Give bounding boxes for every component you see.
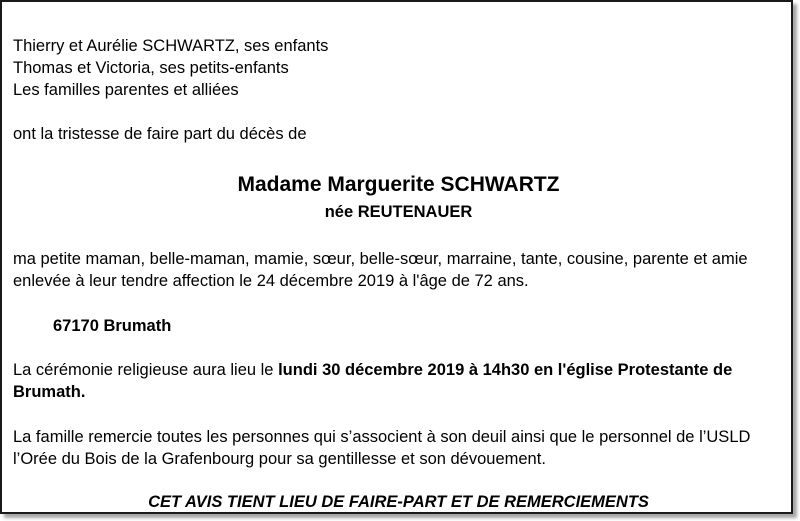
family-line-grandchildren: Thomas et Victoria, ses petits-enfants: [13, 59, 289, 77]
family-line-relatives: Les familles parentes et alliées: [13, 81, 239, 99]
closing-statement: CET AVIS TIENT LIEU DE FAIRE-PART ET DE REMERCIEMENTS: [148, 493, 649, 511]
address-text: 67170 Brumath: [53, 317, 172, 335]
thanks-line-2: l’Orée du Bois de la Grafenbourg pour sa gentillesse et son dévouement.: [13, 450, 546, 468]
relations-line-1: ma petite maman, belle-maman, mamie, sœur, belle-sœur, marraine, tante, cousine, parente et amie: [13, 250, 748, 268]
ceremony-line-1: [13, 359, 732, 381]
thanks-line-1: La famille remercie toutes les personnes qui s’associent à son deuil ainsi que le personnel de l’USLD: [13, 428, 751, 446]
ceremony-line-2: Brumath.: [13, 383, 86, 401]
deceased-maiden-name: née REUTENAUER: [324, 203, 473, 221]
ceremony-prefix: La cérémonie religieuse aura lieu le: [13, 361, 279, 379]
relations-line-2: enlevée à leur tendre affection le 24 décembre 2019 à l'âge de 72 ans.: [13, 272, 529, 290]
announcement-text: ont la tristesse de faire part du décès de: [13, 125, 307, 143]
family-line-children: Thierry et Aurélie SCHWARTZ, ses enfants: [13, 37, 329, 55]
deceased-name: Madame Marguerite SCHWARTZ: [237, 173, 560, 196]
ceremony-details: lundi 30 décembre 2019 à 14h30 en l'église Protestante de: [278, 361, 733, 379]
